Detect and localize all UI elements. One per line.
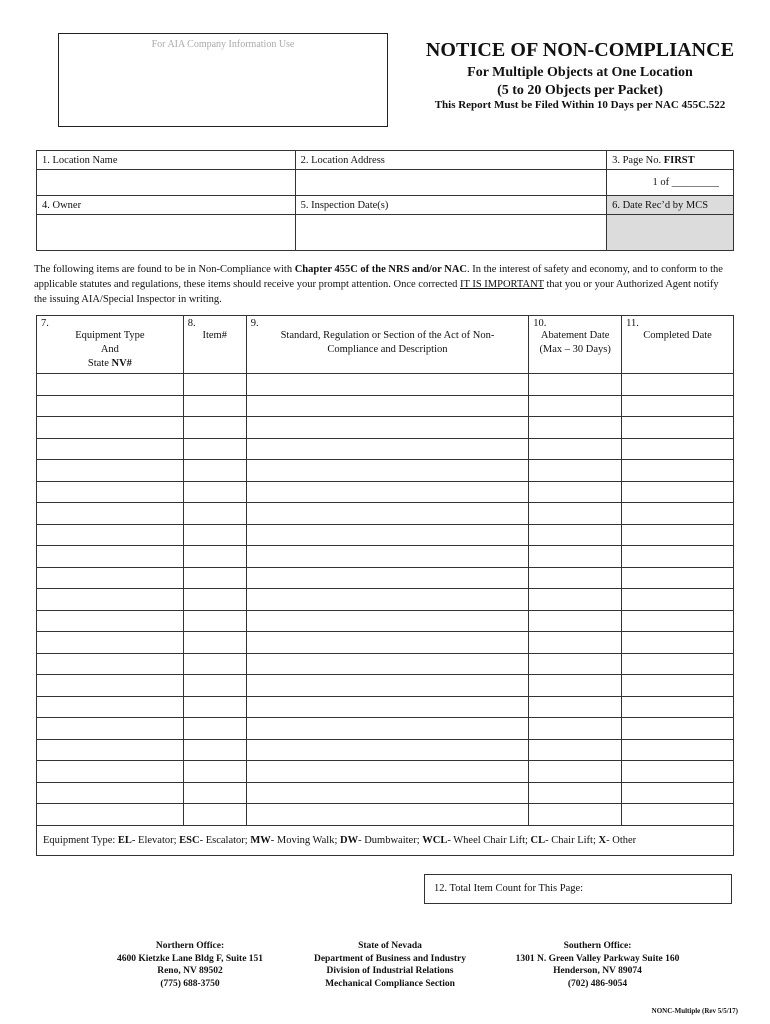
- cell-standard[interactable]: [246, 653, 529, 675]
- item-row: [37, 653, 734, 675]
- cell-abatement-date[interactable]: [529, 718, 622, 740]
- cell-completed-date[interactable]: [622, 524, 734, 546]
- item-row: [37, 632, 734, 654]
- cell-item[interactable]: [183, 395, 246, 417]
- form-subtitle-1: For Multiple Objects at One Location: [467, 65, 693, 80]
- item-row: [37, 589, 734, 611]
- cell-standard[interactable]: [246, 524, 529, 546]
- item-row: [37, 503, 734, 525]
- owner-label: 4. Owner: [37, 196, 296, 215]
- cell-item[interactable]: [183, 718, 246, 740]
- equipment-type-legend: Equipment Type: EL- Elevator; ESC- Escalator; MW- Moving Walk; DW- Dumbwaiter; WCL- Wheel Chair Lift; CL- Chair Lift; X- Other: [37, 825, 734, 855]
- southern-office: Southern Office: 1301 N. Green Valley Parkway Suite 160 Henderson, NV 89074 (702) 486-9054: [515, 941, 680, 989]
- cell-equipment-type[interactable]: [37, 782, 184, 804]
- form-subtitle-2: (5 to 20 Objects per Packet): [497, 83, 663, 98]
- cell-standard[interactable]: [246, 782, 529, 804]
- cell-completed-date[interactable]: [622, 632, 734, 654]
- filing-note: This Report Must be Filed Within 10 Days per NAC 455C.522: [434, 99, 726, 111]
- cell-standard[interactable]: [246, 374, 529, 396]
- cell-equipment-type[interactable]: [37, 739, 184, 761]
- cell-abatement-date[interactable]: [529, 696, 622, 718]
- cell-item[interactable]: [183, 417, 246, 439]
- cell-abatement-date[interactable]: [529, 739, 622, 761]
- cell-item[interactable]: [183, 589, 246, 611]
- cell-abatement-date[interactable]: [529, 395, 622, 417]
- cell-item[interactable]: [183, 653, 246, 675]
- cell-abatement-date[interactable]: [529, 761, 622, 783]
- cell-completed-date[interactable]: [622, 438, 734, 460]
- cell-item[interactable]: [183, 546, 246, 568]
- state-agency-block: State of Nevada Department of Business and Industry Division of Industrial Relations Mechanical Compliance Section: [313, 941, 467, 989]
- cell-standard[interactable]: [246, 503, 529, 525]
- cell-standard[interactable]: [246, 610, 529, 632]
- inspection-dates-label: 5. Inspection Date(s): [295, 196, 607, 215]
- cell-abatement-date[interactable]: [529, 782, 622, 804]
- cell-standard[interactable]: [246, 417, 529, 439]
- cell-equipment-type[interactable]: [37, 481, 184, 503]
- cell-abatement-date[interactable]: [529, 546, 622, 568]
- cell-equipment-type[interactable]: [37, 718, 184, 740]
- page-no-label: 3. Page No. FIRST: [607, 151, 734, 170]
- cell-abatement-date[interactable]: [529, 567, 622, 589]
- cell-item[interactable]: [183, 761, 246, 783]
- cell-equipment-type[interactable]: [37, 632, 184, 654]
- item-row: [37, 567, 734, 589]
- cell-item[interactable]: [183, 696, 246, 718]
- cell-equipment-type[interactable]: [37, 438, 184, 460]
- aia-company-info-box[interactable]: [58, 33, 388, 127]
- cell-standard[interactable]: [246, 632, 529, 654]
- item-row: [37, 782, 734, 804]
- cell-item[interactable]: [183, 610, 246, 632]
- page-of-field[interactable]: 1 of _________: [607, 170, 734, 196]
- cell-item[interactable]: [183, 524, 246, 546]
- cell-equipment-type[interactable]: [37, 546, 184, 568]
- cell-completed-date[interactable]: [622, 761, 734, 783]
- cell-completed-date[interactable]: [622, 481, 734, 503]
- cell-standard[interactable]: [246, 696, 529, 718]
- cell-standard[interactable]: [246, 567, 529, 589]
- cell-equipment-type[interactable]: [37, 610, 184, 632]
- cell-completed-date[interactable]: [622, 610, 734, 632]
- cell-equipment-type[interactable]: [37, 417, 184, 439]
- col-standard-header: 9. Standard, Regulation or Section of the Act of Non-Compliance and Description: [246, 316, 529, 374]
- cell-equipment-type[interactable]: [37, 804, 184, 826]
- cell-completed-date[interactable]: [622, 718, 734, 740]
- cell-item[interactable]: [183, 675, 246, 697]
- item-row: [37, 546, 734, 568]
- page-no-value: FIRST: [663, 154, 695, 166]
- form-title: NOTICE OF NON-COMPLIANCE: [425, 39, 735, 61]
- cell-item[interactable]: [183, 374, 246, 396]
- instructions-paragraph: The following items are found to be in Non-Compliance with Chapter 455C of the NRS and/or NAC. In the interest of safety and economy, and to conform to the applicable statutes and regulations, these items should receive your prompt attention. Once corrected IT IS IMPORTANT that you or your Authorized Agent notify the issuing AIA/Special Inspector in writing.: [34, 264, 723, 305]
- col-completed-header: 11. Completed Date: [622, 316, 734, 374]
- cell-standard[interactable]: [246, 804, 529, 826]
- cell-standard[interactable]: [246, 481, 529, 503]
- item-row: [37, 417, 734, 439]
- cell-standard[interactable]: [246, 438, 529, 460]
- cell-abatement-date[interactable]: [529, 438, 622, 460]
- owner-field[interactable]: [37, 215, 296, 251]
- cell-completed-date[interactable]: [622, 782, 734, 804]
- cell-item[interactable]: [183, 804, 246, 826]
- cell-standard[interactable]: [246, 739, 529, 761]
- cell-abatement-date[interactable]: [529, 589, 622, 611]
- cell-equipment-type[interactable]: [37, 696, 184, 718]
- item-row: [37, 524, 734, 546]
- cell-completed-date[interactable]: [622, 417, 734, 439]
- item-row: [37, 438, 734, 460]
- cell-abatement-date[interactable]: [529, 804, 622, 826]
- cell-equipment-type[interactable]: [37, 374, 184, 396]
- item-row: [37, 761, 734, 783]
- revision-label: NONC-Multiple (Rev 5/5/17): [651, 1007, 738, 1015]
- date-recd-field: [607, 215, 734, 251]
- total-item-count-label: 12. Total Item Count for This Page:: [434, 883, 584, 894]
- cell-completed-date[interactable]: [622, 395, 734, 417]
- inspection-dates-field[interactable]: [295, 215, 607, 251]
- aia-box-label: For AIA Company Information Use: [151, 39, 295, 50]
- item-row: [37, 610, 734, 632]
- cell-item[interactable]: [183, 782, 246, 804]
- northern-office: Northern Office: 4600 Kietzke Lane Bldg F, Suite 151 Reno, NV 89502 (775) 688-3750: [116, 941, 264, 989]
- location-address-label: 2. Location Address: [295, 151, 607, 170]
- item-row: [37, 804, 734, 826]
- cell-item[interactable]: [183, 503, 246, 525]
- cell-standard[interactable]: [246, 395, 529, 417]
- item-row: [37, 481, 734, 503]
- item-row: [37, 395, 734, 417]
- cell-standard[interactable]: [246, 546, 529, 568]
- item-row: [37, 739, 734, 761]
- cell-completed-date[interactable]: [622, 653, 734, 675]
- cell-standard[interactable]: [246, 761, 529, 783]
- cell-standard[interactable]: [246, 675, 529, 697]
- cell-abatement-date[interactable]: [529, 653, 622, 675]
- cell-abatement-date[interactable]: [529, 632, 622, 654]
- cell-equipment-type[interactable]: [37, 761, 184, 783]
- cell-abatement-date[interactable]: [529, 524, 622, 546]
- items-table: [36, 315, 734, 856]
- location-address-field[interactable]: [295, 170, 607, 196]
- cell-equipment-type[interactable]: [37, 675, 184, 697]
- item-row: [37, 718, 734, 740]
- col-equipment-type-header: 7. Equipment Type And State NV#: [37, 316, 184, 374]
- cell-item[interactable]: [183, 481, 246, 503]
- col-item-header: 8. Item#: [183, 316, 246, 374]
- cell-equipment-type[interactable]: [37, 395, 184, 417]
- cell-abatement-date[interactable]: [529, 481, 622, 503]
- cell-standard[interactable]: [246, 718, 529, 740]
- cell-abatement-date[interactable]: [529, 503, 622, 525]
- cell-abatement-date[interactable]: [529, 675, 622, 697]
- cell-completed-date[interactable]: [622, 374, 734, 396]
- cell-item[interactable]: [183, 567, 246, 589]
- cell-item[interactable]: [183, 460, 246, 482]
- item-row: [37, 675, 734, 697]
- cell-abatement-date[interactable]: [529, 610, 622, 632]
- cell-item[interactable]: [183, 632, 246, 654]
- location-info-table: [36, 150, 734, 251]
- total-item-count-field[interactable]: [424, 874, 732, 904]
- cell-abatement-date[interactable]: [529, 460, 622, 482]
- date-recd-label: 6. Date Rec’d by MCS: [607, 196, 734, 215]
- cell-equipment-type[interactable]: [37, 589, 184, 611]
- cell-completed-date[interactable]: [622, 503, 734, 525]
- cell-equipment-type[interactable]: [37, 653, 184, 675]
- location-name-label: 1. Location Name: [37, 151, 296, 170]
- cell-standard[interactable]: [246, 460, 529, 482]
- cell-completed-date[interactable]: [622, 804, 734, 826]
- cell-equipment-type[interactable]: [37, 503, 184, 525]
- cell-completed-date[interactable]: [622, 567, 734, 589]
- item-row: [37, 460, 734, 482]
- cell-equipment-type[interactable]: [37, 567, 184, 589]
- cell-item[interactable]: [183, 438, 246, 460]
- cell-completed-date[interactable]: [622, 460, 734, 482]
- cell-standard[interactable]: [246, 589, 529, 611]
- item-row: [37, 696, 734, 718]
- location-name-field[interactable]: [37, 170, 296, 196]
- cell-item[interactable]: [183, 739, 246, 761]
- col-abatement-header: 10. Abatement Date (Max – 30 Days): [529, 316, 622, 374]
- cell-completed-date[interactable]: [622, 739, 734, 761]
- cell-completed-date[interactable]: [622, 675, 734, 697]
- cell-completed-date[interactable]: [622, 696, 734, 718]
- item-row: [37, 374, 734, 396]
- cell-abatement-date[interactable]: [529, 374, 622, 396]
- cell-completed-date[interactable]: [622, 546, 734, 568]
- cell-completed-date[interactable]: [622, 589, 734, 611]
- cell-equipment-type[interactable]: [37, 524, 184, 546]
- cell-abatement-date[interactable]: [529, 417, 622, 439]
- cell-equipment-type[interactable]: [37, 460, 184, 482]
